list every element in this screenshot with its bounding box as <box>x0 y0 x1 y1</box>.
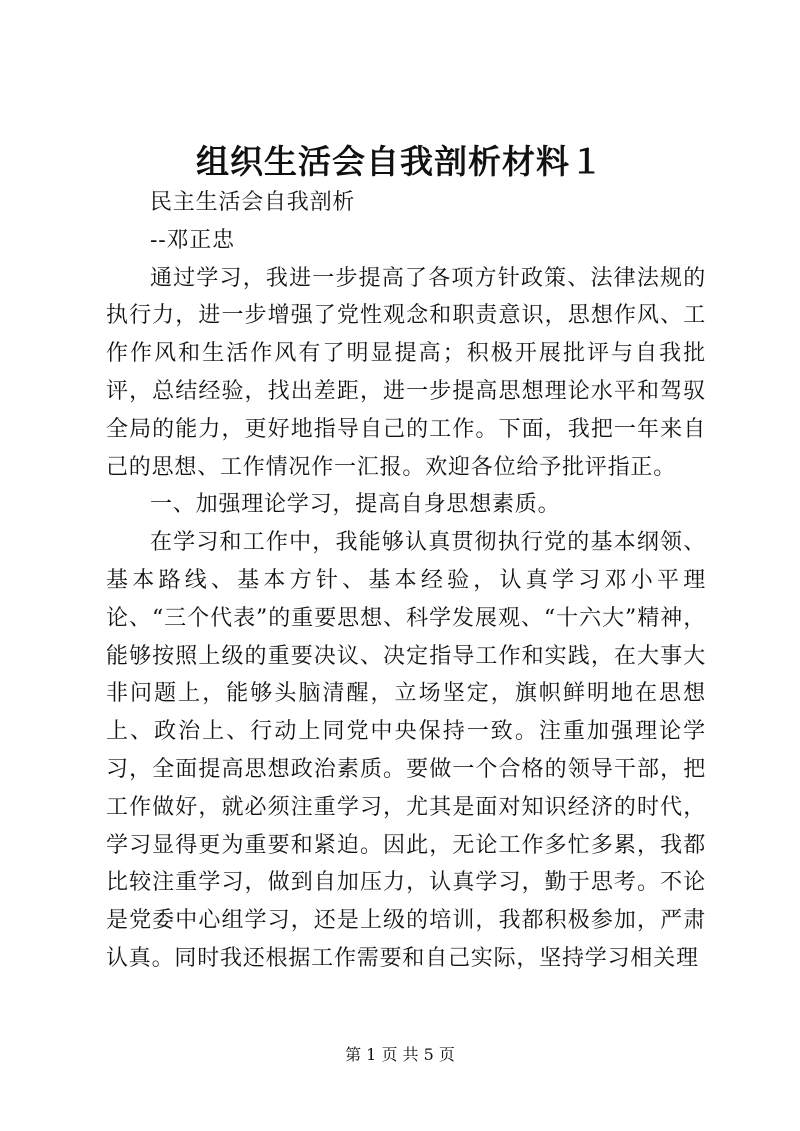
subtitle-paragraph: 民主生活会自我剖析 <box>150 190 356 215</box>
intro-paragraph: 通过学习，我进一步提高了各项方针政策、法律法规的执行力，进一步增强了党性观念和职责意识，思想作风、工作作风和生活作风有了明显提高；积极开展批评与自我批评，总结经验，找出差距，进一步提高思想理论水平和驾驭全局的能力，更好地指导自己的工作。下面，我把一年来自己的思想、工作情况作一汇报。欢迎各位给予批评指正。 <box>106 265 706 480</box>
author-paragraph: --邓正忠 <box>150 227 235 253</box>
body-paragraph: 在学习和工作中，我能够认真贯彻执行党的基本纲领、基本路线、基本方针、基本经验，认真学习邓小平理论、“三个代表”的重要思想、科学发展观、“十六大”精神，能够按照上级的重要决议、决定指导工作和实践，在大事大非问题上，能够头脑清醒，立场坚定，旗帜鲜明地在思想上、政治上、行动上同党中央保持一致。注重加强理论学习，全面提高思想政治素质。要做一个合格的领导干部，把工作做好，就必须注重学习，尤其是面对知识经济的时代，学习显得更为重要和紧迫。因此，无论工作多忙多累，我都比较注重学习，做到自加压力，认真学习，勤于思考。不论是党委中心组学习，还是上级的培训，我都积极参加，严肃认真。同时我还根据工作需要和自己实际，坚持学习相关理 <box>106 530 706 971</box>
section-heading: 一、加强理论学习，提高自身思想素质。 <box>150 492 561 518</box>
document-body <box>106 184 706 978</box>
document-title: 组织生活会自我剖析材料１ <box>196 142 604 181</box>
page-footer: 第 1 页 共 5 页 <box>345 1045 455 1064</box>
